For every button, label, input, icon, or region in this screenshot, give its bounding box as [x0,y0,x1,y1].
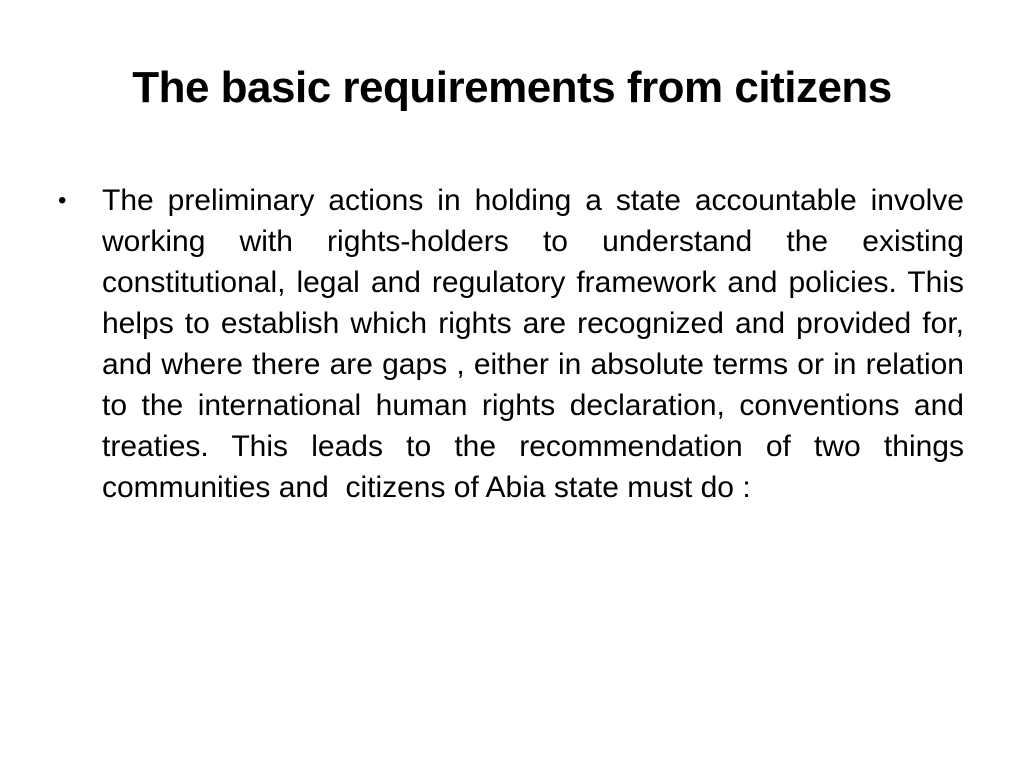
bullet-text: The preliminary actions in holding a state accountable involve working with rights-holders to understand the existing constitutional, legal and regulatory framework and policies. This helps to establish which rights are recognized and provided for, and where there are gaps , either in absolute terms or in relation to the international human rights declaration, conventions and treaties. This leads to the recommendation of two things communities and citizens of Abia state must do : [102,184,973,504]
slide-content [58,180,973,508]
bullet-list [58,180,973,508]
slide-title: The basic requirements from citizens [132,63,892,112]
bullet-item [58,180,973,508]
bullet-marker: • [58,187,67,214]
